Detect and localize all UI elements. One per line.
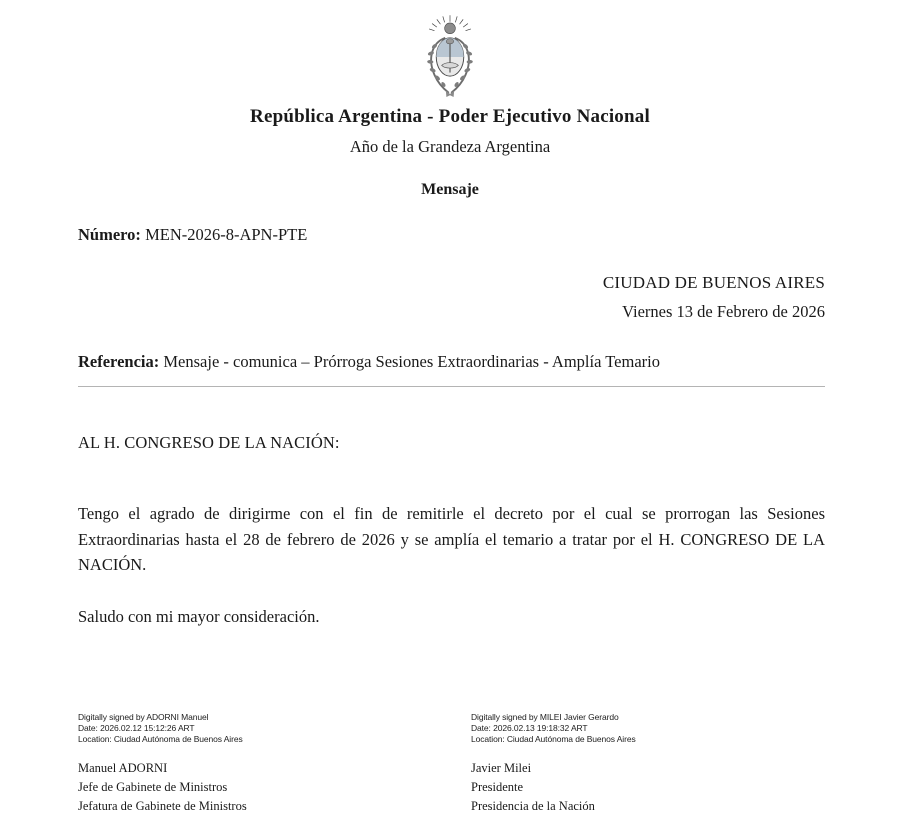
signature-signed-by: Digitally signed by ADORNI Manuel (78, 712, 209, 722)
signature-signed-by: Digitally signed by MILEI Javier Gerardo (471, 712, 619, 722)
number-value: MEN-2026-8-APN-PTE (145, 225, 308, 244)
horizontal-divider (78, 386, 825, 387)
signature-column-left (78, 712, 459, 817)
signature-location: Location: Ciudad Autónoma de Buenos Aires (78, 734, 243, 745)
signatory-details (471, 759, 840, 817)
signatory-title: Presidente (471, 780, 524, 795)
place-city: CIUDAD DE BUENOS AIRES (602, 273, 825, 292)
signature-column-right (459, 712, 840, 817)
body-paragraph-2: Saludo con mi mayor consideración. (78, 606, 320, 626)
signature-block (78, 712, 840, 817)
document-type: Mensaje (421, 181, 479, 198)
place-date: Viernes 13 de Febrero de 2026 (622, 302, 825, 321)
signatory-title: Jefe de Gabinete de Ministros (78, 780, 228, 795)
signatory-name: Manuel ADORNI (78, 760, 168, 775)
signature-date: Date: 2026.02.12 15:12:26 ART (78, 723, 195, 734)
argentina-coat-of-arms-icon (414, 14, 486, 100)
crest-container (0, 0, 900, 100)
signature-metadata (78, 712, 459, 746)
reference-row (78, 352, 825, 372)
document-content (0, 225, 900, 629)
signature-metadata (471, 712, 840, 746)
signature-location: Location: Ciudad Autónoma de Buenos Aires (471, 734, 636, 745)
signatory-name: Javier Milei (471, 760, 532, 775)
number-row (78, 225, 825, 245)
organization-title: República Argentina - Poder Ejecutivo Nacional (250, 106, 650, 127)
addressee-line: AL H. CONGRESO DE LA NACIÓN: (78, 433, 340, 452)
year-motto: Año de la Grandeza Argentina (349, 137, 551, 156)
signatory-details (78, 759, 459, 817)
signatory-office: Presidencia de la Nación (471, 799, 595, 814)
place-date-block (78, 273, 825, 322)
number-label: Número: (78, 225, 141, 244)
reference-label: Referencia: (78, 352, 160, 371)
reference-value: Mensaje - comunica – Prórroga Sesiones Extraordinarias - Amplía Temario (163, 352, 660, 371)
signature-date: Date: 2026.02.13 19:18:32 ART (471, 723, 588, 734)
signatory-office: Jefatura de Gabinete de Ministros (78, 799, 247, 814)
body-paragraph-1: Tengo el agrado de dirigirme con el fin de remitirle el decreto por el cual se prorrogan las Sesiones Extraordinarias hasta el 28 de febrero de 2026 y se amplía el temario a tratar por el H. CONGRESO DE LA NACIÓN. (78, 504, 825, 575)
